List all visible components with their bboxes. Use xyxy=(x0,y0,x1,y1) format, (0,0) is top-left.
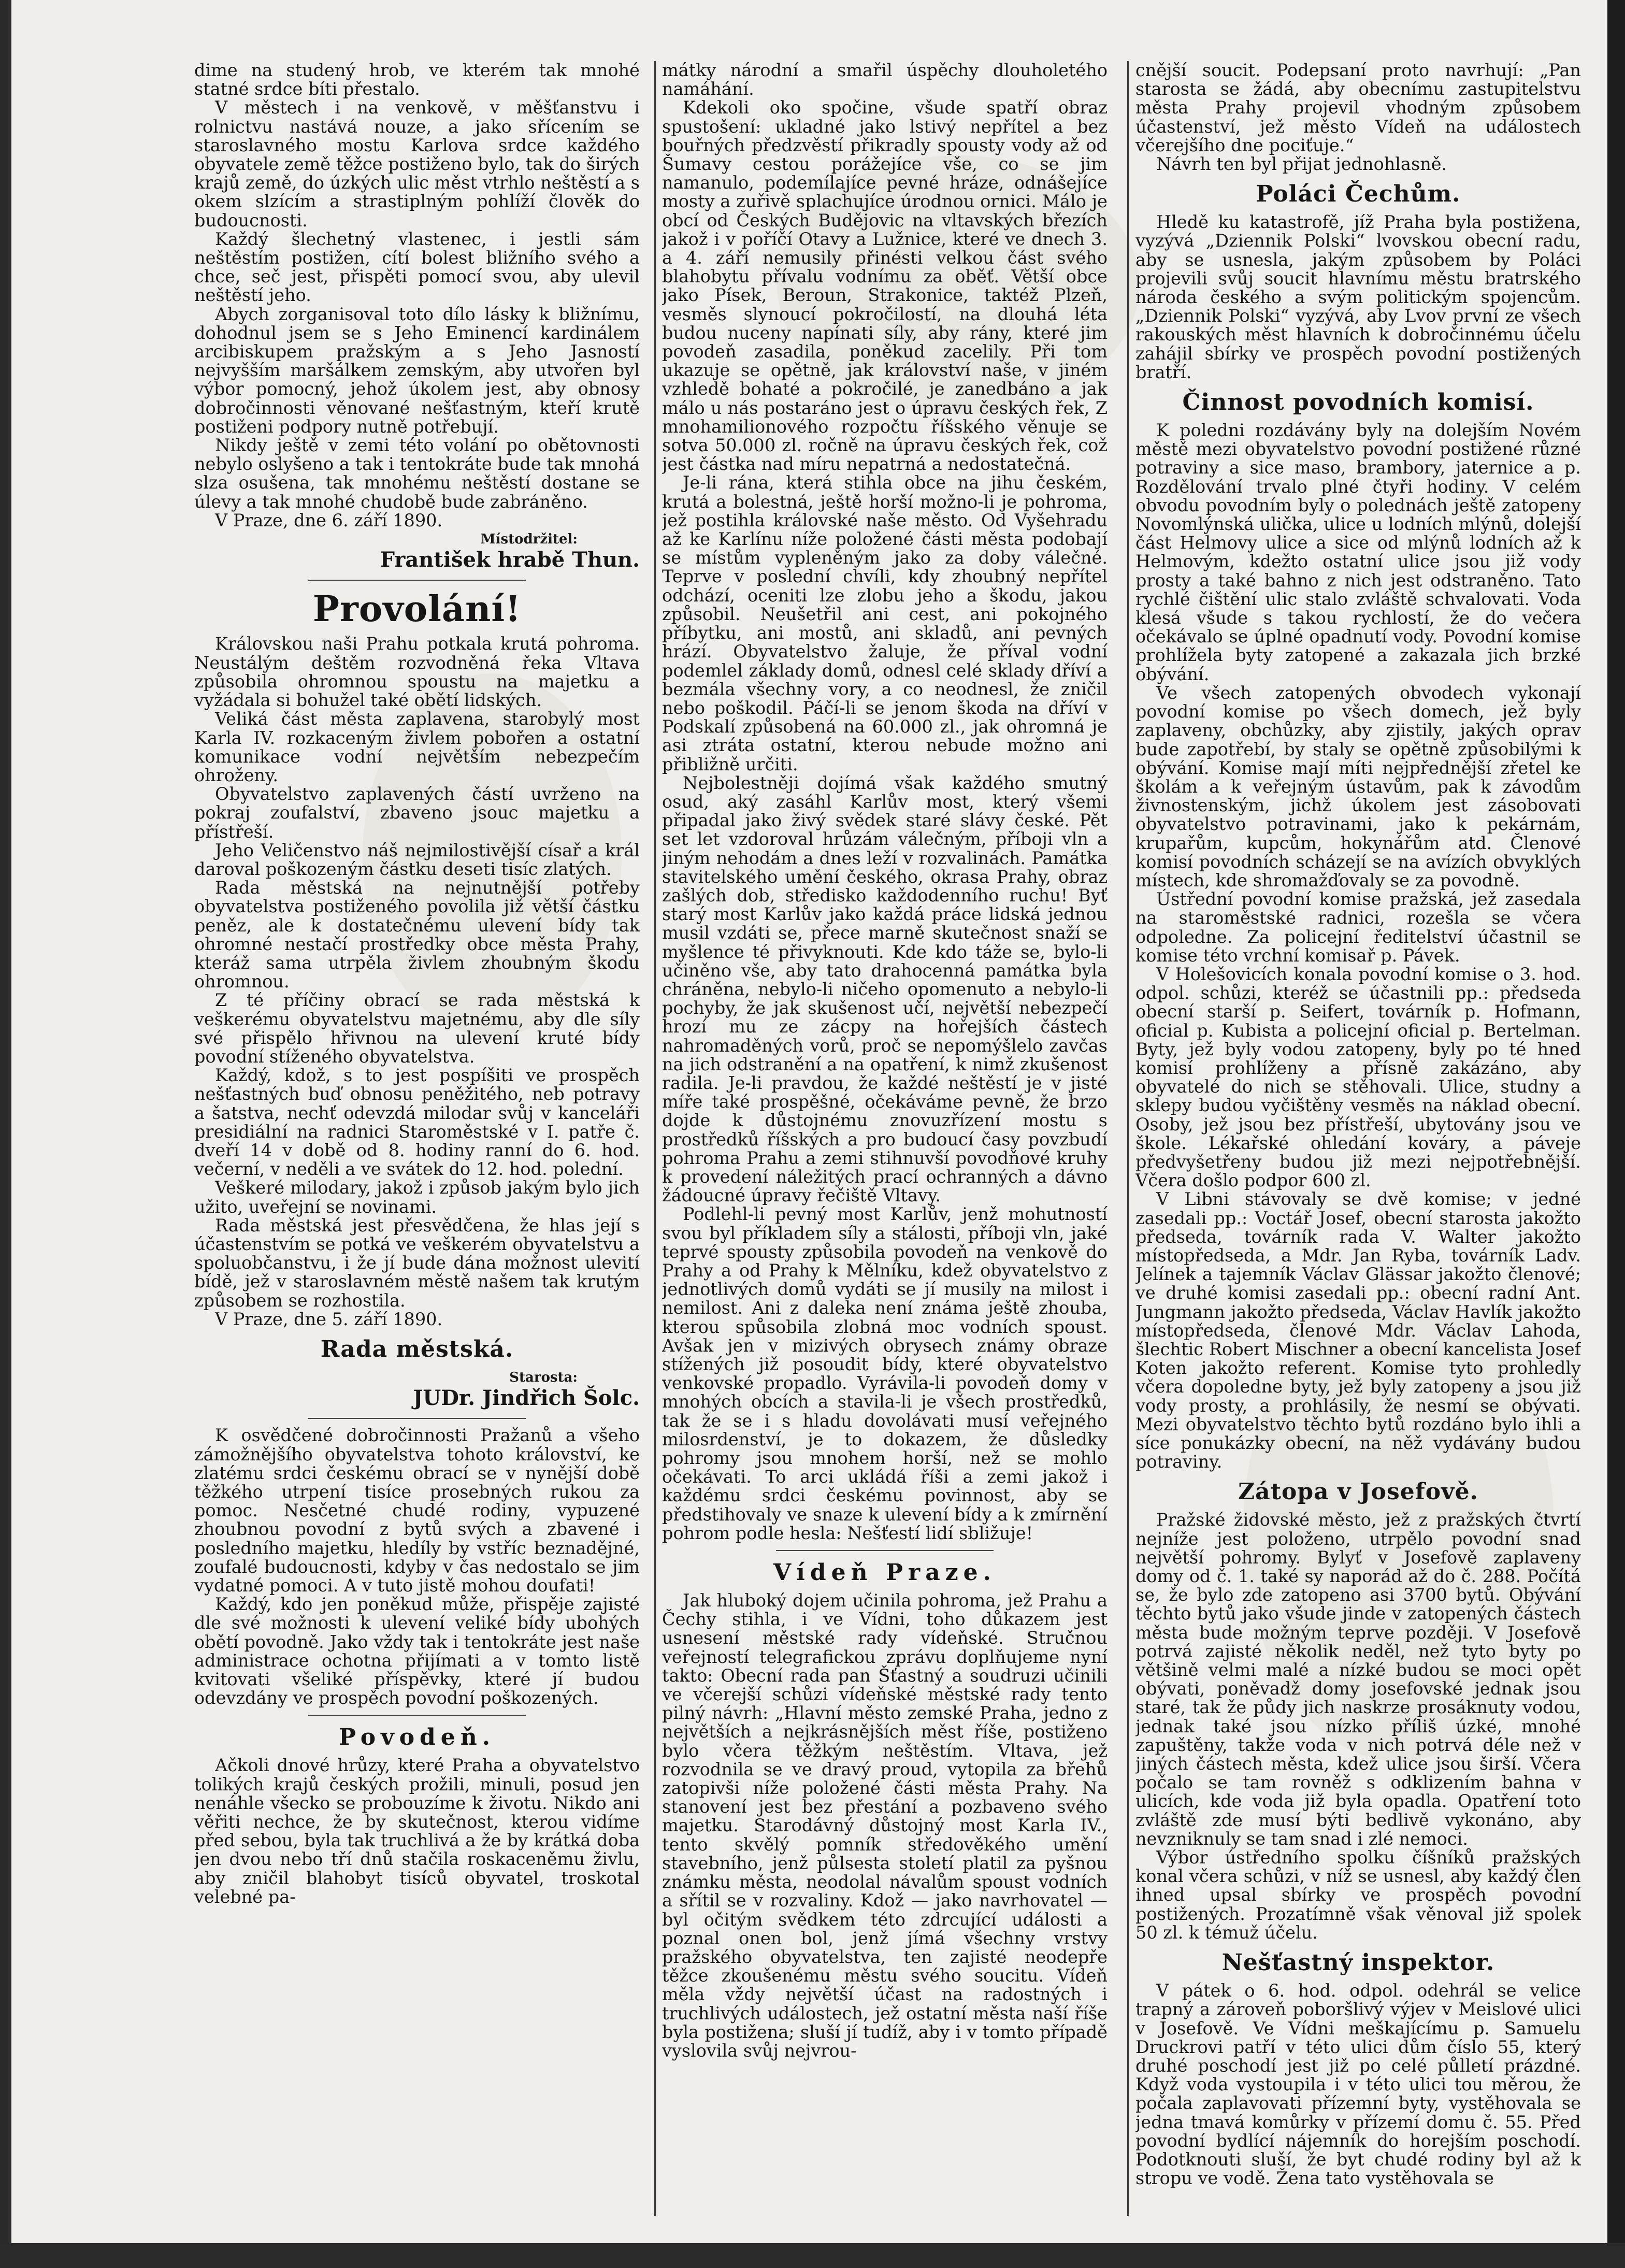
separator xyxy=(308,580,526,581)
scan-edge-right xyxy=(1607,0,1625,2268)
paragraph: Ústřední povodní komise pražská, jež zasedala na staroměstské radnici, rozešla se včera odpoledne. Za policejní ředitelství účastnil se komise této vrchní komisař p. Pávek. xyxy=(1135,889,1581,966)
paragraph: Jak hluboký dojem učinila pohroma, jež Prahu a Čechy stihla, i ve Vídni, toho důkazem jest usnesení městské rady vídeňské. Stručnou veřejností telegrafickou zprávu doplňujeme nyní takto: Obecní rada pan Šťastný a soudruzi učinili ve včerejší schůzi vídeňské městské rady tento pilný návrh: „Hlavní město zemské Praha, jedno z největších a nejkrásnějších měst říše, postiženo bylo včera těžkým neštěstím. Vltava, jež rozvodnila se ve dravý proud, vytopila za břehů zatopivši níže položené části města Prahy. Na stanovení jest bez přestání a pozbaveno svého majetku. Starodávný důstojný most Karla IV., tento skvělý pomník středověkého umění stavebního, jenž půlsesta století platil za pyšnou známku města, neodolal návalům spoust vodních a sřítil se v rozvaliny. Kdož — jako navrhovatel — byl očitým svědkem této zdrcující události a poznal onen bol, jenž jímá všechny vrstvy pražského obyvatelstva, ten zajisté neodepře těžce zkoušenému městu svého soucitu. Vídeň měla vždy největší účast na radostných i truchlivých událostech, jež ostatní města naší říše byla postižena; sluší jí tudíž, aby i v tomto případě vyslovila svůj nejvrou- xyxy=(662,1590,1108,2061)
column-1 xyxy=(194,61,640,2216)
section-heading: Činnost povodních komisí. xyxy=(1182,389,1534,416)
paragraph: Rada městská na nejnutnější potřeby obyvatelstva postiženého povolila již větší částku peněz, ale k dostatečnému ulevení bídy tak ohromné nestačí prostředky obce města Prahy, kteráž sama utrpěla živlem zhoubným škodu ohromnou. xyxy=(194,878,640,992)
section-heading: Zátopa v Josefově. xyxy=(1238,1478,1478,1505)
column-rule xyxy=(1127,61,1129,2216)
paragraph: Z té příčiny obrací se rada městská k veškerému obyvatelstvu majetnému, aby dle síly své přispělo hřivnou na ulevení kruté bídy povodní stíženého obyvatelstva. xyxy=(194,990,640,1067)
paragraph: Jeho Veličenstvo náš nejmilostivější císař a král daroval poškozeným částku deseti tisíc zlatých. xyxy=(194,840,640,879)
paragraph: Královskou naši Prahu potkala krutá pohroma. Neustálým deštěm rozvodněná řeka Vltava způsobila ohromnou spoustu na majetku a vyžádala si bohužel také obětí lidských. xyxy=(194,634,640,711)
separator xyxy=(308,1715,526,1716)
paragraph: Hledě ku katastrofě, jíž Praha byla postižena, vyzývá „Dziennik Polski“ lvovskou obecní radu, aby se usnesla, jakým způsobem by Poláci projevili svůj soucit hlavnímu městu bratrského národa českého a svým politickým spojencům. „Dziennik Polski“ vyzývá, aby Lvov první ze všech rakouských měst hlavních k dobročinnému účelu zahájil sbírky ve prospěch povodní postižených bratří. xyxy=(1135,212,1581,382)
paragraph: Ve všech zatopených obvodech vykonají povodní komise po všech domech, jež byly zaplaveny, obchůzky, aby zjistily, jakých oprav bude zapotřebí, by staly se opětně způsobilými k obývání. Komise mají míti nejpřednější zřetel ke školám a k veřejným ústavům, pak k závodům živnostenským, jichž úkolem jest zásobovati obyvatelstvo potravinami, jako k pekárnám, krupařům, kupcům, hokynářům atd. Členové komisí povodních scházejí se na avízích obvyklých místech, kde shromažďovaly se za povodně. xyxy=(1135,682,1581,891)
scan-edge-left xyxy=(0,0,11,2268)
paragraph: V pátek o 6. hod. odpol. odehrál se velice trapný a zároveň poboršlivý výjev v Meislové ulici v Josefově. Ve Vídni meškajícímu p. Samuelu Druckrovi patří v této ulici dům číslo 55, který druhé poschodí jest již po celé půlletí prázdné. Když voda vystoupila i v této ulici tou měrou, že počala zaplavovati přízemní byty, vystěhovala se jedna tmavá komůrky v přízemí domu č. 55. Před povodní bydlící nájemník do horejším poschodí. Podotknouti sluší, že byt chudé rodiny byl až k stropu ve vodě. Žena tato vystěhovala se xyxy=(1135,1980,1581,2189)
signature-name: JUDr. Jindřich Šolc. xyxy=(413,1386,640,1411)
paragraph: dime na studený hrob, ve kterém tak mnohé statné srdce bíti přestalo. xyxy=(194,61,640,99)
paragraph: Veliká část města zaplavena, starobylý most Karla IV. rozkaceným živlem pobořen a ostatní komunikace vodní největším nebezpečím ohroženy. xyxy=(194,709,640,785)
paragraph: K poledni rozdávány byly na dolejším Novém městě mezi obyvatelstvo povodní postižené různé potraviny a sice maso, brambory, jaternice a p. Rozdělování trvalo plné čtyři hodiny. V celém obvodu povodním byly o polednách ještě zatopeny Novomlýnská ulička, ulice u lodních mlýnů, dolejší část Helmovy ulice a sice od mlýnů lodních až k Helmovým, kdežto ostatní ulice jsou již vody prosty a také bahno z nich jest odstraněno. Tato rychlé čištění ulic stalo zvláště schvalovati. Voda klesá všude s takou rychlostí, že do večera očekávalo se úplné opadnutí vody. Povodní komise prohlížela byty zatopené a zakazala jich brzké obývání. xyxy=(1135,420,1581,684)
section-heading: Vídeň Praze. xyxy=(773,1559,996,1586)
scan-edge-bottom xyxy=(0,2243,1625,2268)
dateline: V Praze, dne 6. září 1890. xyxy=(215,510,443,530)
paragraph: V Holešovicích konala povodní komise o 3. hod. odpol. schůzi, kteréž se účastnili pp.: předseda obecní starší p. Seifert, továrník p. Hofmann, oficial p. Kubista a policejní oficial p. Bertelman. Byty, jež byly vodou zatopeny, byly po té hned komisí prohlíženy a přísně zakázáno, aby obyvatelé do nich se stěhovali. Ulice, studny a sklepy budou vyčištěny vesměs na náklad obecní. Osoby, jež jsou bez přístřeší, ubytovány jsou ve škole. Lékařské ohledání kováry, a páveje předvyšetřeny budou již mezi nejpotřebnější. Včera došlo podpor 600 zl. xyxy=(1135,964,1581,1191)
paragraph: Ačkoli dnové hrůzy, které Praha a obyvatelstvo tolikých krajů českých prožili, minuli, posud jen nenáhle všecko se probouzíme k životu. Nikdo ani věřiti nechce, že by skutečnost, kterou vidíme před sebou, byla tak truchlivá a že by krátká doba jen dvou nebo tří dnů stačila roskaceněmu živlu, aby zničil blahobyt tisíců obyvatel, troskotal velebné pa- xyxy=(194,1755,640,1907)
paragraph: cnější soucit. Podepsaní proto navrhují: „Pan starosta se žádá, aby obecnímu zastupitelstvu města Prahy projevil vhodným způsobem účastenství, jež město Vídeň na událostech včerejšího dne pociťuje.“ xyxy=(1135,61,1581,155)
signature-caption: Místodržitel: xyxy=(480,532,578,548)
paragraph: Podlehl-li pevný most Karlův, jenž mohutností svou byl příkladem síly a stálosti, příboji vln, jaké teprvé spousty způsobila povodeň na venkově do Prahy a od Prahy k Mělníku, kdež obyvatelstvo z jednotlivých domů vydáti se jí musily na milost i nemilost. Ani z daleka není známa ještě zhouba, kterou spůsobila zlobná moc vodních spoust. Avšak jen v mizivých obrysech známy obraze stížených již posoudit bídy, které obyvatelstvo venkovské propadlo. Vyrávila-li povodeň domy v mnohých obcích a stavila-li je všech prostředků, tak že se i s hladu dovolávati musí veřejného milosrdenství, je to dokazem, že důsledky pohromy jsou mnohem horší, než se mohlo očekávati. To arci ukládá říši a zemi jakož i každému srdci českému povinnost, aby se předstihovaly ve snaze k ulevení bídy a k zmírnění pohrom podle hesla: Nešťestí lidí sbližuje! xyxy=(662,1204,1108,1543)
paragraph: Výbor ústředního spolku číšníků pražských konal včera schůzi, v níž se usnesl, aby každý člen ihned upsal sbírky ve prospěch povodní postižených. Prozatímně však věnoval již spolek 50 zl. k témuž účelu. xyxy=(1135,1847,1581,1943)
paragraph: Rada městská jest přesvědčena, že hlas její s účastenstvím se potká ve veškerém obyvatelstvu a spoluobčanstvu, i že jí bude dána možnost ulevití bídě, jež v staroslavném městě našem tak krutým způsobem se rozhostila. xyxy=(194,1215,640,1311)
paragraph: Návrh ten byl přijat jednohlasně. xyxy=(1156,154,1447,175)
section-heading: Provolání! xyxy=(312,588,522,630)
signature-name: František hrabě Thun. xyxy=(380,548,640,572)
separator xyxy=(776,1550,994,1551)
paragraph: Obyvatelstvo zaplavených částí uvrženo na pokraj zoufalství, zbaveno jsouc majetku a přístřeší. xyxy=(194,784,640,842)
paragraph: Každý, kdož, s to jest pospíšiti ve prospěch nešťastných buď obnosu peněžitého, neb potravy a šatstva, nechť odevzdá milodar svůj v kanceláři presidiální na radnici Staroměstské v I. patře č. dveří 14 v době od 8. hodiny ranní do 6. hod. večerní, v neděli a ve svátek do 12. hod. polední. xyxy=(194,1065,640,1180)
column-2 xyxy=(662,61,1108,2216)
paragraph: Každý šlechetný vlastenec, i jestli sám neštěstím postižen, cítí bolest bližního svého a chce, seč jest, přispěti pomocí svou, aby ulevil neštěstí jeho. xyxy=(194,228,640,306)
paragraph: Pražské židovské město, jež z pražských čtvrtí nejníže jest položeno, utrpělo povodní snad největší pohromy. Bylyť v Josefově zaplaveny domy od č. 1. také sy naporád až do č. 288. Počítá se, že bylo zde zatopeno asi 3700 bytů. Obývání těchto bytů jako všude jinde v zatopených částech města bude možným teprve později. V Josefově potrvá zajisté několik neděl, než tyto byty po většině velmi malé a nízké budou se moci opět obývati, poněvadž domy josefovské jednak jsou staré, tak že půdy jich naskrze prosáknuty vodou, jednak také jsou nízko příliš úzké, mnohé zapuštěny, takže voda v nich potrvá déle než v jiných částech města, kdež ulice jsou širší. Včera počalo se tam rovněž s odklizením bahna v ulicích, kde voda již byla opadla. Opatření toto zvláště zde musí býti bedlivě vykonáno, aby nevzniknuly se tam snad i zlé nemoci. xyxy=(1135,1510,1581,1849)
column-3 xyxy=(1135,61,1581,2216)
paragraph: Veškeré milodary, jakož i způsob jakým bylo jich užito, uveřejní se novinami. xyxy=(194,1178,640,1217)
paragraph: Nikdy ještě v zemi této volání po obětovnosti nebylo oslyšeno a tak i tentokráte bude tak mnohá slza osušena, tak mnohému neštěstí dostane se úlevy a tak mnohé chudobě bude zabráněno. xyxy=(194,435,640,512)
dateline: V Praze, dne 5. září 1890. xyxy=(215,1309,443,1329)
separator xyxy=(308,1418,526,1419)
signature-heading: Rada městská. xyxy=(320,1336,514,1362)
paragraph: mátky národní a smařil úspěchy dlouholetého namáhání. xyxy=(662,61,1108,99)
signature-caption: Starosta: xyxy=(509,1370,578,1385)
section-heading: Nešťastný inspektor. xyxy=(1221,1949,1495,1976)
section-heading: Povodeň. xyxy=(338,1724,496,1751)
paragraph: Abych zorganisoval toto dílo lásky k bližnímu, dohodnul jsem se s Jeho Eminencí kardinálem arcibiskupem pražským a s Jeho Jasností nejvyšším maršálkem zemským, aby utvořen byl výbor pomocný, jehož úkolem jest, aby obnosy dobročinnosti věnované nešťastným, kteří krutě postiženi podpory nutně potřebují. xyxy=(194,304,640,437)
section-heading: Poláci Čechům. xyxy=(1256,181,1461,208)
paragraph: Každý, kdo jen poněkud může, přispěje zajisté dle své možnosti k ulevení veliké bídy ubohých obětí povodně. Jako vždy tak i tentokráte jest naše administrace ochotna přijímati a v tomto listě kvitovati všeliké příspěvky, které jí budou odevzdány ve prospěch povodní poškozených. xyxy=(194,1594,640,1709)
paragraph: Je-li rána, která stihla obce na jihu českém, krutá a bolestná, ještě horší možno-li je pohroma, jež postihla královské naše město. Od Vyšehradu až ke Karlínu níže položené části města podobají se místům vypleněným jako za doby válečné. Teprve v poslední chvíli, kdy zhoubný nepřítel odchází, oceniti lze zlobu jeho a škodu, jakou způsobil. Neušetřil ani cest, ani pokojného příbytku, ani mostů, ani skladů, ani pevných hrází. Obyvatelstvo žaluje, že příval vodní podemlel základy domů, odnesl celé sklady dříví a bezmála všechny vory, a co neodnesl, že zničil nebo poškodil. Páčí-li se jenom škoda na dříví v Podskalí způsobená na 60.000 zl., jak ohromná je asi ztráta ostatní, kterou nebude možno ani přibližně určiti. xyxy=(662,472,1108,774)
paragraph: Kdekoli oko spočine, všude spatří obraz spustošení: ukladné jako lstivý nepřítel a bez bouřných předzvěstí přikradly spousty vody až od Šumavy cestou porážejíce vše, co se jim namanulo, podemílajíce pevné hráze, odnášejíce mosty a zuřivě splachujíce úrodnou ornici. Málo je obcí od Českých Budějovic na vltavských březích jakož i v poříčí Otavy a Lužnice, které ve dnech 3. a 4. září nemusily přinésti velkou část svého blahobytu přívalu vodnímu za oběť. Větší obce jako Písek, Beroun, Strakonice, taktéž Plzeň, vesměs slynoucí pokročilostí, na dlouhá léta budou nuceny napínati síly, aby rány, které jim povodeň zasadila, poněkud zacelily. Při tom ukazuje se opětně, jak království naše, v jiném vzhledě bohaté a pokročilé, je zanedbáno a jak málo u nás postaráno jest o úpravu českých řek, Z mnohamilionového rozpočtu říšského věnuje se sotva 50.000 zl. ročně na úpravu českých řek, což jest částka nad míru nepatrná a nedostatečná. xyxy=(662,97,1108,475)
paragraph: V městech i na venkově, v měšťanstvu i rolnictvu nastává nouze, a jako sřícením se staroslavného mostu Karlova srdce každého obyvatele země těžce postiženo bylo, tak do širých krajů země, do úzkých ulic měst vtrhlo neštěstí a s okem slzícím a strastiplným pohlíží člověk do budoucnosti. xyxy=(194,97,640,231)
paragraph: V Libni stávovaly se dvě komise; v jedné zasedali pp.: Voctář Josef, obecní starosta jakožto předseda, továrník rada V. Walter jakožto místopředseda, a Mdr. Jan Ryba, továrník Ladv. Jelínek a tajemník Václav Glässar jakožto členové; ve druhé komisi zasedali pp.: obecní radní Ant. Jungmann jakožto předseda, Václav Havlík jakožto místopředseda, členové Mdr. Václav Lahoda, šlechtic Robert Mischner a obecní kancelista Josef Koten jakožto referent. Komise tyto prohledly včera dopoledne byty, jež byly zatopeny a jsou již vody prosty, a prohlásily, že nesmí se obývati. Mezi obyvatelstvo těchto bytů rozdáno bylo ihli a síce ponukázky obecní, na něž vydávány budou potraviny. xyxy=(1135,1189,1581,1472)
column-rule xyxy=(654,61,656,2216)
paragraph: Nejbolestněji dojímá však každého smutný osud, aký zasáhl Karlův most, který všemi připadal jako živý svědek staré slávy české. Pět set let vzdoroval hrůzám válečným, příboji vln a jiným nehodám a dnes leží v rozvalinách. Památka stavitelského umění českého, okrasa Prahy, obraz zašlých dob, středisko každodenního ruchu! Byť starý most Karlův jako každá práce lidská jednou musil vzdáti se, přece marně skutečnost snaží se myšlence té přivyknouti. Kde kdo táže se, bylo-li učiněno vše, aby tato drahocenná památka byla chráněna, nebylo-li ničeho opomenuto a nebylo-li pochyby, že jak skušenost učí, největší nebezpečí hrozí mu ze zácpy na hořejších částech nahromaděných vorů, proč se nepomýšlelo zavčas na jich odstranění a na opatření, k nimž zkušenost radila. Je-li pravdou, že každé neštěstí je v jisté míře také prospěšné, očekáváme pevně, že brzo dojde k důstojnému znovuzřízení mostu s prostředků říšských a pro budoucí časy povzbudí pohroma Prahu a zemi stihnuvší povodňové kruhy k provedení náležitých prací ochranných a dávno žádoucné úpravy řečiště Vltavy. xyxy=(662,772,1108,1206)
paragraph: K osvědčené dobročinnosti Pražanů a všeho zámožnějšího obyvatelstva tohoto království, ke zlatému srdci českému obrací se v nynější době těžkého utrpení tisíce prosebných rukou za pomoc. Nesčetné chudé rodiny, vypuzené zhoubnou povodní z bytů svých a zbavené i posledního majetku, hledíly by vstříc beznadějné, zoufalé budoucnosti, kdyby v čas nedostalo se jim vydatné pomoci. A v tuto jistě mohou doufati! xyxy=(194,1425,640,1596)
